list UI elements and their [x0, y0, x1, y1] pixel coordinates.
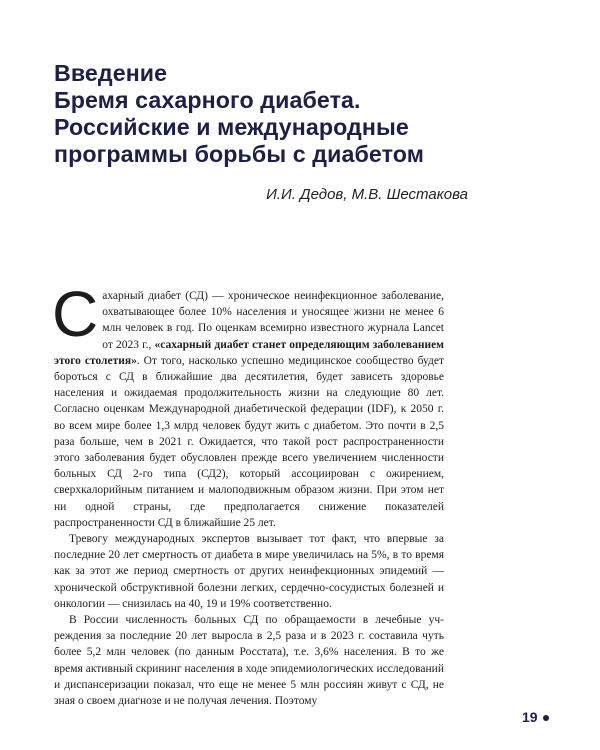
article-body — [52, 278, 445, 709]
title-line-4: программы борьбы с диабетом — [54, 141, 424, 167]
page-number: 19 — [522, 709, 538, 725]
chapter-title — [54, 60, 554, 168]
title-line-3: Российские и международные — [54, 114, 409, 140]
title-line-2: Бремя сахарного диабета. — [54, 87, 361, 113]
paragraph-1-text-b: . От того, насколько успешно медицинское сообщество будет бороться с СД в ближайшие два десятилетия, будет зависеть здоровье населения и ожидаемая продолжительность жизни на следующие 80 лет. Согласно оценкам Международной диабетической федерации (IDF), к 2050 г. во всем мире более 1,3 млрд человек будут жить с диабетом. Это почти в 2,5 раза больше, чем в 2021 г. Ожидается, что такой рост распространенности этого заболевания будет обусловлен прежде всего увеличением численности больных СД 2-го типа (СД2), который ассоциирован с ожирением, сверхкалорийным питанием и малоподвижным образом жизни. При этом нет ни одной страны, где предполагается снижение показателей распространенности СД в ближайшие 25 лет. — [54, 354, 444, 529]
paragraph-1-text-a: ахарный диабет (СД) — хроническое неинфекционное заболевание, охватывающее более 10% населения и уносящее жизни не менее 6 млн человек в год. По оценкам всемирно известного журнала Lancet от 2023 г., — [102, 290, 444, 351]
title-line-1: Введение — [54, 60, 168, 86]
authors: И.И. Дедов, М.В. Шестакова — [266, 186, 468, 203]
paragraph-2: Тревогу международных экспертов вызывает тот факт, что впервые за последние 20 лет смертность от диабета в мире увеличилась на 5%, в то время как за этот же период смертность от других неинфекционных эпидемий — хронической обструктивной болезни легких, сердечно-сосудистых болезней и онкологии — снизилась на 40, 19 и 19% соответственно. — [54, 533, 444, 610]
paragraph-1 — [52, 278, 445, 531]
drop-cap: С — [52, 278, 99, 350]
page-number-dot — [543, 715, 549, 721]
paragraph-3: В России численность больных СД по обращаемости в лечебные учреждения за последние 20 лет выросла в 2,5 раза и в 2023 г. составила чуть более 5,2 млн человек (по данным Росстата), т.е. 3,6% населения. В то же время активный скрининг населения в ходе эпидемиологических исследований и диспансеризации показал, что еще не менее 5 млн россиян живут с СД, не зная о своем диагнозе и не получая лечения. Поэтому — [54, 614, 444, 708]
quote-bold: «сахарный диабет станет определяющим заболеванием этого столетия» — [54, 338, 445, 367]
